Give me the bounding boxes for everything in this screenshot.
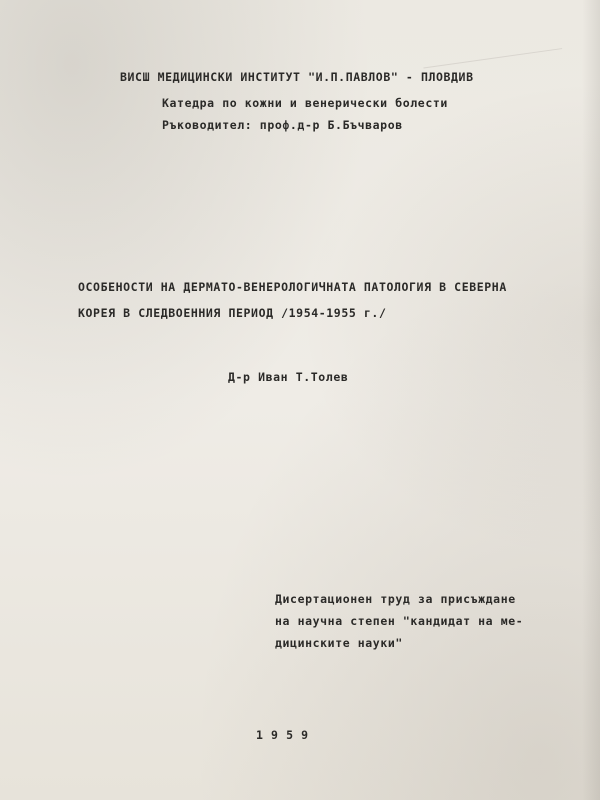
year: 1 9 5 9 (256, 728, 309, 742)
dissertation-note-line-2: на научна степен "кандидат на ме- (275, 614, 524, 628)
institute-name: ВИСШ МЕДИЦИНСКИ ИНСТИТУТ "И.П.ПАВЛОВ" - ПЛОВДИВ (120, 70, 474, 84)
dissertation-note-line-3: дицинските науки" (275, 636, 403, 650)
department-name: Катедра по кожни и венерически болести (162, 96, 448, 110)
faint-handwritten-mark (418, 8, 562, 68)
thesis-title-line-1: ОСОБЕНОСТИ НА ДЕРМАТО-ВЕНЕРОЛОГИЧНАТА ПАТОЛОГИЯ В СЕВЕРНА (78, 280, 507, 294)
author-name: Д-р Иван Т.Толев (228, 370, 349, 384)
page-edge-shadow (582, 0, 600, 800)
thesis-title-line-2: КОРЕЯ В СЛЕДВОЕННИЯ ПЕРИОД /1954-1955 г./ (78, 306, 387, 320)
dissertation-note-line-1: Дисертационен труд за присъждане (275, 592, 516, 606)
supervisor: Ръководител: проф.д-р Б.Бъчваров (162, 118, 403, 132)
